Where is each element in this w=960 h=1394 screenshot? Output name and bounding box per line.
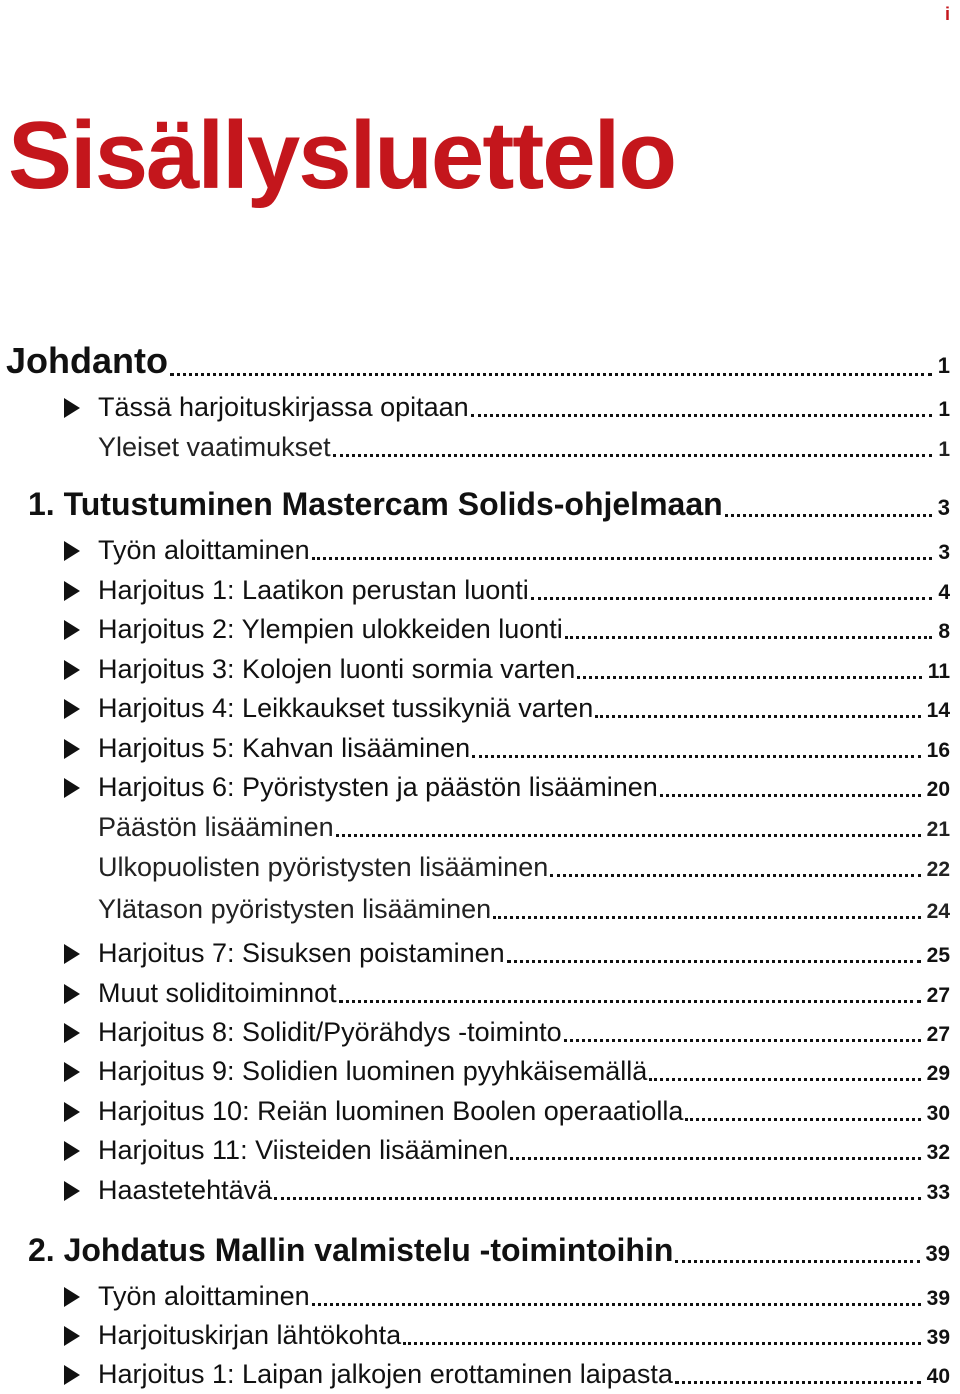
- toc-entry[interactable]: [98, 812, 950, 843]
- dot-leader: [660, 794, 921, 797]
- toc-entry-label: Tässä harjoituskirjassa opitaan: [98, 392, 469, 422]
- toc-entry-label: Työn aloittaminen: [98, 1281, 310, 1311]
- toc-entry-label: 2. Johdatus Mallin valmistelu -toimintoihin: [28, 1232, 674, 1268]
- dot-leader: [333, 454, 933, 457]
- toc-entry-label: Harjoitus 6: Pyöristysten ja päästön lisääminen: [98, 772, 658, 802]
- toc-entry[interactable]: [98, 978, 950, 1009]
- triangle-bullet-icon: [64, 739, 80, 759]
- triangle-bullet-icon: [64, 1287, 80, 1307]
- toc-entry-label: Harjoitus 2: Ylempien ulokkeiden luonti: [98, 614, 563, 644]
- toc-entry[interactable]: [98, 575, 950, 606]
- dot-leader: [685, 1118, 920, 1121]
- dot-leader: [531, 597, 933, 600]
- triangle-bullet-icon: [64, 944, 80, 964]
- dot-leader: [725, 514, 932, 517]
- dot-leader: [170, 373, 932, 376]
- toc-entry-label: Muut soliditoiminnot: [98, 978, 337, 1008]
- toc-page-number: 16: [926, 739, 950, 762]
- dot-leader: [471, 414, 933, 417]
- toc-page-number: 20: [926, 778, 950, 801]
- triangle-bullet-icon: [64, 699, 80, 719]
- toc-page-number: 27: [926, 1023, 950, 1046]
- toc-page-number: 33: [926, 1181, 950, 1204]
- toc-page-number: 21: [926, 818, 950, 841]
- toc-page-number: 3: [938, 541, 950, 564]
- toc-entry[interactable]: [98, 1017, 950, 1048]
- toc-entry-label: Harjoitus 5: Kahvan lisääminen: [98, 733, 471, 763]
- toc-entry-label: 1. Tutustuminen Mastercam Solids-ohjelmaan: [28, 486, 723, 522]
- toc-chapter-entry[interactable]: [28, 486, 950, 523]
- dot-leader: [403, 1342, 920, 1345]
- dot-leader: [472, 755, 920, 758]
- toc-entry[interactable]: [98, 1359, 950, 1390]
- toc-page-number: 8: [938, 620, 950, 643]
- toc-page-number: 39: [925, 1241, 950, 1266]
- toc-entry[interactable]: [98, 1175, 950, 1206]
- triangle-bullet-icon: [64, 1141, 80, 1161]
- toc-entry-label: Johdanto: [6, 340, 168, 381]
- triangle-bullet-icon: [64, 778, 80, 798]
- dot-leader: [564, 1039, 921, 1042]
- dot-leader: [312, 1303, 921, 1306]
- toc-entry-label: Harjoitus 8: Solidit/Pyörähdys -toiminto: [98, 1017, 562, 1047]
- page-marker: i: [944, 4, 950, 24]
- toc-entry[interactable]: [98, 432, 950, 463]
- page-title: Sisällysluettelo: [8, 102, 675, 209]
- toc-entry[interactable]: [98, 535, 950, 566]
- dot-leader: [595, 715, 920, 718]
- triangle-bullet-icon: [64, 1102, 80, 1122]
- toc-page-number: 1: [938, 438, 950, 461]
- toc-page-number: 25: [926, 944, 950, 967]
- toc-page-number: 32: [926, 1141, 950, 1164]
- dot-leader: [649, 1078, 920, 1081]
- toc-entry-label: Harjoitus 1: Laatikon perustan luonti: [98, 575, 529, 605]
- toc-entry-label: Haastetehtävä: [98, 1175, 273, 1205]
- toc-entry[interactable]: [98, 894, 950, 925]
- dot-leader: [565, 636, 933, 639]
- triangle-bullet-icon: [64, 1062, 80, 1082]
- dot-leader: [274, 1197, 921, 1200]
- toc-entry[interactable]: [98, 733, 950, 764]
- triangle-bullet-icon: [64, 1365, 80, 1385]
- toc-page-number: 24: [926, 900, 950, 923]
- toc-entry-label: Ulkopuolisten pyöristysten lisääminen: [98, 852, 549, 882]
- triangle-bullet-icon: [64, 1326, 80, 1346]
- triangle-bullet-icon: [64, 541, 80, 561]
- dot-leader: [493, 916, 920, 919]
- triangle-bullet-icon: [64, 1181, 80, 1201]
- toc-entry[interactable]: [98, 614, 950, 645]
- dot-leader: [507, 960, 921, 963]
- toc-entry[interactable]: [98, 1056, 950, 1087]
- toc-entry[interactable]: [98, 654, 950, 685]
- toc-page-number: 29: [926, 1062, 950, 1085]
- toc-entry-label: Yleiset vaatimukset: [98, 432, 331, 462]
- triangle-bullet-icon: [64, 581, 80, 601]
- toc-page-number: 40: [926, 1365, 950, 1388]
- triangle-bullet-icon: [64, 660, 80, 680]
- toc-entry-label: Työn aloittaminen: [98, 535, 310, 565]
- dot-leader: [336, 834, 921, 837]
- dot-leader: [577, 676, 922, 679]
- toc-page-number: 14: [926, 699, 950, 722]
- toc-entry-label: Harjoitus 11: Viisteiden lisääminen: [98, 1135, 509, 1165]
- toc-entry-label: Harjoitus 1: Laipan jalkojen erottaminen laipasta: [98, 1359, 673, 1389]
- toc-entry-label: Harjoitus 10: Reiän luominen Boolen operaatiolla: [98, 1096, 684, 1126]
- toc-entry[interactable]: [98, 938, 950, 969]
- toc-page-number: 3: [937, 495, 950, 520]
- toc-entry[interactable]: [98, 772, 950, 803]
- toc-entry-label: Päästön lisääminen: [98, 812, 334, 842]
- toc-entry[interactable]: [98, 693, 950, 724]
- dot-leader: [339, 1000, 921, 1003]
- toc-entry[interactable]: [98, 1096, 950, 1127]
- toc-entry-label: Harjoitus 7: Sisuksen poistaminen: [98, 938, 505, 968]
- triangle-bullet-icon: [64, 398, 80, 418]
- toc-entry-label: Harjoitus 9: Solidien luominen pyyhkäisemällä: [98, 1056, 648, 1086]
- dot-leader: [675, 1260, 919, 1263]
- toc-page-number: 22: [926, 858, 950, 881]
- triangle-bullet-icon: [64, 620, 80, 640]
- triangle-bullet-icon: [64, 984, 80, 1004]
- toc-entry[interactable]: [98, 852, 950, 883]
- toc-entry-label: Harjoitus 3: Kolojen luonti sormia varten: [98, 654, 576, 684]
- toc-entry-label: Harjoitus 4: Leikkaukset tussikyniä varten: [98, 693, 594, 723]
- dot-leader: [550, 874, 920, 877]
- toc-page-number: 1: [938, 398, 950, 421]
- triangle-bullet-icon: [64, 1023, 80, 1043]
- toc-entry-label: Harjoituskirjan lähtökohta: [98, 1320, 402, 1350]
- toc-page-number: 39: [926, 1287, 950, 1310]
- dot-leader: [312, 557, 933, 560]
- toc-entry[interactable]: [98, 1135, 950, 1166]
- toc-chapter-entry[interactable]: [28, 1232, 950, 1269]
- toc-entry-label: Ylätason pyöristysten lisääminen: [98, 894, 492, 924]
- toc-page-number: 30: [926, 1102, 950, 1125]
- toc-entry[interactable]: [98, 1320, 950, 1351]
- toc-page-number: 4: [938, 581, 950, 604]
- dot-leader: [510, 1157, 920, 1160]
- toc-page-number: 11: [927, 660, 950, 683]
- toc-entry[interactable]: [98, 392, 950, 423]
- toc-page-number: 39: [926, 1326, 950, 1349]
- dot-leader: [675, 1381, 921, 1384]
- toc-page-number: 1: [937, 353, 950, 378]
- toc-entry[interactable]: [98, 1281, 950, 1312]
- toc-page-number: 27: [926, 984, 950, 1007]
- toc-chapter-entry[interactable]: [6, 340, 950, 382]
